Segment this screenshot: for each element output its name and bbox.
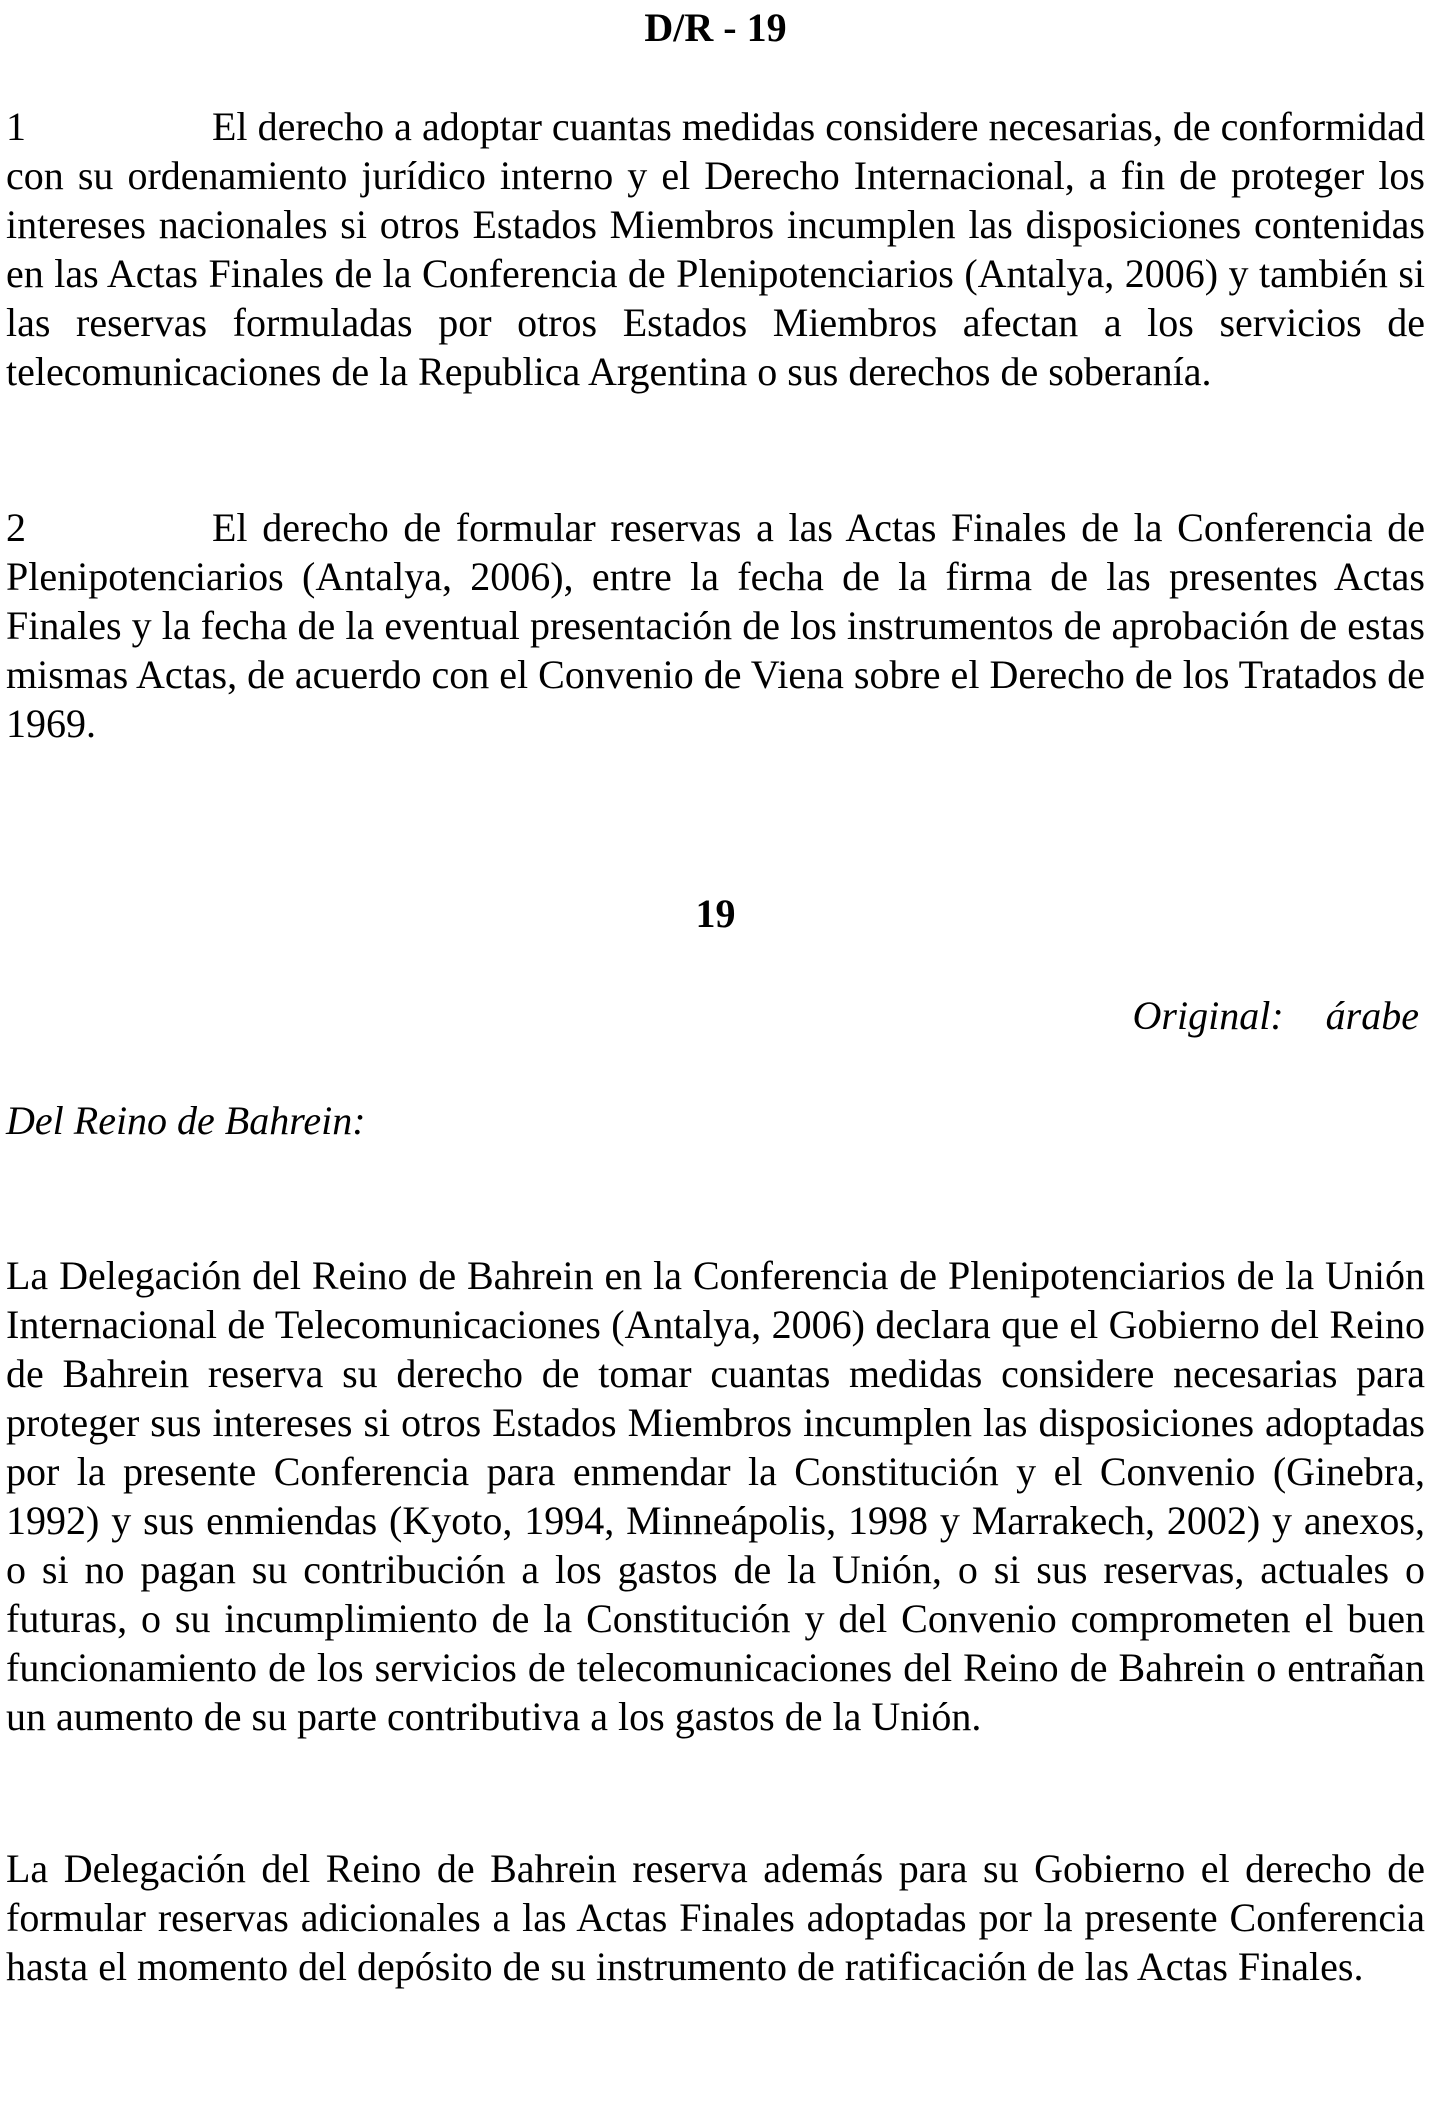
original-language-value: árabe [1325, 993, 1419, 1038]
numbered-paragraph-2 [6, 503, 1425, 748]
original-language-line [6, 991, 1425, 1040]
delegation-heading: Del Reino de Bahrein: [6, 1098, 366, 1143]
document-header: D/R - 19 [644, 5, 787, 50]
section-number-heading: 19 [695, 891, 736, 936]
paragraph-number: 1 [6, 104, 26, 149]
paragraph-text: El derecho de formular reservas a las Actas Finales de la Conferencia de Plenipotenciarios (Antalya, 2006), entre la fecha de la firma de las presentes Actas Finales y la fecha de la eventual presentación de los instrumentos de aprobación de estas mismas Actas, de acuerdo con el Convenio de Viena sobre el Derecho de los Tratados de 1969. [6, 505, 1425, 746]
paragraph-text: El derecho a adoptar cuantas medidas considere necesarias, de conformidad con su ordenamiento jurídico interno y el Derecho Internacional, a fin de proteger los intereses nacionales si otros Estados Miembros incumplen las disposiciones contenidas en las Actas Finales de la Conferencia de Plenipotenciarios (Antalya, 2006) y también si las reservas formuladas por otros Estados Miembros afectan a los servicios de telecomunicaciones de la Republica Argentina o sus derechos de soberanía. [6, 104, 1425, 394]
paragraph-number: 2 [6, 505, 26, 550]
body-paragraph: La Delegación del Reino de Bahrein reserva además para su Gobierno el derecho de formular reservas adicionales a las Actas Finales adoptadas por la presente Conferencia hasta el momento del depósito de su instrumento de ratificación de las Actas Finales. [6, 1846, 1425, 1989]
body-paragraph: La Delegación del Reino de Bahrein en la Conferencia de Plenipotenciarios de la Unión Internacional de Telecomunicaciones (Antalya, 2006) declara que el Gobierno del Reino de Bahrein reserva su derecho de tomar cuantas medidas considere necesarias para proteger sus intereses si otros Estados Miembros incumplen las disposiciones adoptadas por la presente Conferencia para enmendar la Constitución y el Convenio (Ginebra, 1992) y sus enmiendas (Kyoto, 1994, Minneápolis, 1998 y Marrakech, 2002) y anexos, o si no pagan su contribución a los gastos de la Unión, o si sus reservas, actuales o futuras, o su incumplimiento de la Constitución y del Convenio comprometen el buen funcionamiento de los servicios de telecomunicaciones del Reino de Bahrein o entrañan un aumento de su parte contributiva a los gastos de la Unión. [6, 1253, 1425, 1739]
numbered-paragraph-1 [6, 102, 1425, 396]
original-label: Original: [1132, 993, 1284, 1038]
